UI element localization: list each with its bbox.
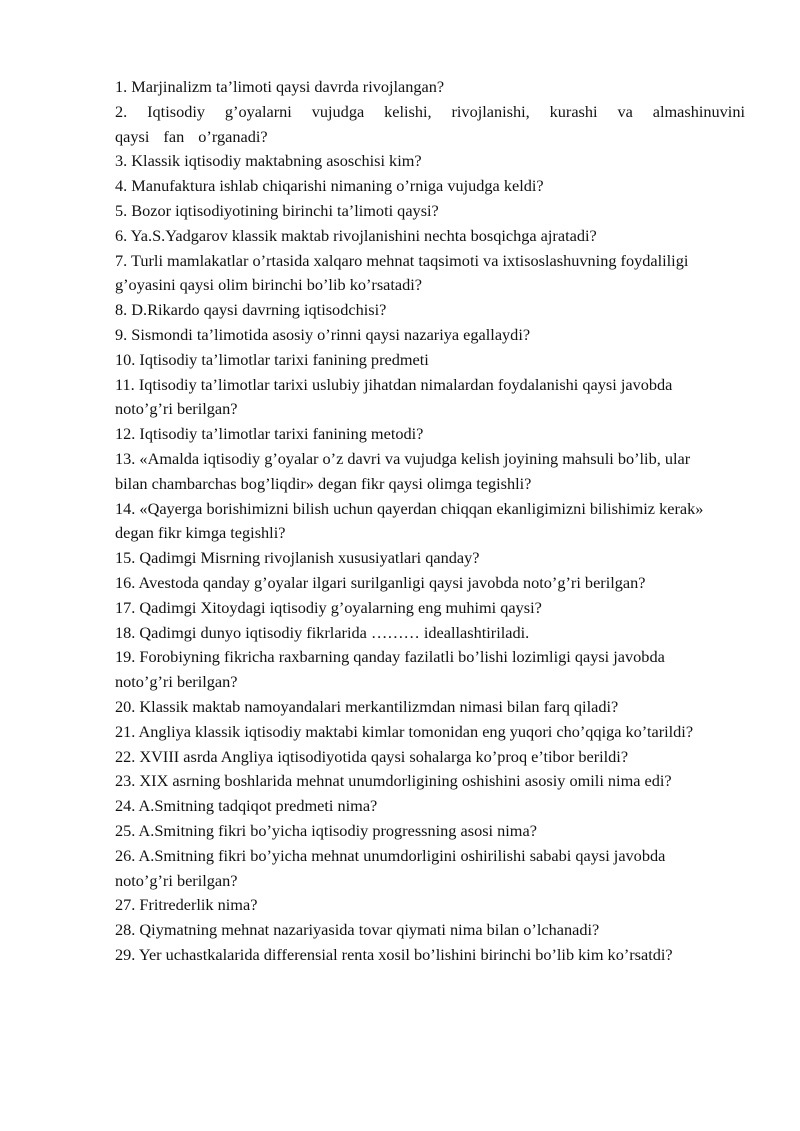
question-19: 19. Forobiyning fikricha raxbarning qanday fazilatli bo’lishi lozimligi qaysi javobda noto’g’ri berilgan? <box>115 647 665 692</box>
question-27: 27. Fritrederlik nima? <box>115 895 258 915</box>
question-16: 16. Avestoda qanday g’oyalar ilgari surilganligi qaysi javobda noto’g’ri berilgan? <box>115 572 646 592</box>
question-4: 4. Manufaktura ishlab chiqarishi nimaning o’rniga vujudga keldi? <box>115 176 544 196</box>
question-17: 17. Qadimgi Xitoydagi iqtisodiy g’oyalarning eng muhimi qaysi? <box>115 597 542 617</box>
question-14: 14. «Qayerga borishimizni bilish uchun qayerdan chiqqan ekanligimizni bilishimiz kerak» degan fikr kimga tegishli? <box>115 498 704 543</box>
question-list <box>115 75 745 968</box>
question-21: 21. Angliya klassik iqtisodiy maktabi kimlar tomonidan eng yuqori cho’qqiga ko’tarildi? <box>115 721 694 741</box>
question-28: 28. Qiymatning mehnat nazariyasida tovar qiymati nima bilan o’lchanadi? <box>115 920 600 940</box>
question-25: 25. A.Smitning fikri bo’yicha iqtisodiy progressning asosi nima? <box>115 820 537 840</box>
question-2: 2. Iqtisodiy g’oyalarni vujudga kelishi, rivojlanishi, kurashi va almashinuvini qaysi fan o’rganadi? <box>115 101 745 146</box>
question-23: 23. XIX asrning boshlarida mehnat unumdorligining oshishini asosiy omili nima edi? <box>115 771 672 791</box>
question-15: 15. Qadimgi Misrning rivojlanish xususiyatlari qanday? <box>115 548 480 568</box>
question-13: 13. «Amalda iqtisodiy g’oyalar o’z davri va vujudga kelish joyining mahsuli bo’lib, ular bilan chambarchas bog’liqdir» degan fikr qaysi olimga tegishli? <box>115 448 691 493</box>
question-24: 24. A.Smitning tadqiqot predmeti nima? <box>115 796 378 816</box>
question-22: 22. XVIII asrda Angliya iqtisodiyotida qaysi sohalarga ko’proq e’tibor berildi? <box>115 746 629 766</box>
question-18: 18. Qadimgi dunyo iqtisodiy fikrlarida ……… ideallashtiriladi. <box>115 622 530 642</box>
question-10: 10. Iqtisodiy ta’limotlar tarixi fanining predmeti <box>115 349 429 369</box>
question-9: 9. Sismondi ta’limotida asosiy o’rinni qaysi nazariya egallaydi? <box>115 324 531 344</box>
question-11: 11. Iqtisodiy ta’limotlar tarixi uslubiy jihatdan nimalardan foydalanishi qaysi javobda noto’g’ri berilgan? <box>115 374 673 419</box>
question-3: 3. Klassik iqtisodiy maktabning asoschisi kim? <box>115 151 422 171</box>
question-6: 6. Ya.S.Yadgarov klassik maktab rivojlanishini nechta bosqichga ajratadi? <box>115 225 597 245</box>
question-7: 7. Turli mamlakatlar o’rtasida xalqaro mehnat taqsimoti va ixtisoslashuvning foydaliligi g’oyasini qaysi olim birinchi bo’lib ko’rsatadi? <box>115 250 689 295</box>
question-1: 1. Marjinalizm ta’limoti qaysi davrda rivojlangan? <box>115 77 445 96</box>
question-8: 8. D.Rikardo qaysi davrning iqtisodchisi? <box>115 300 387 320</box>
question-29: 29. Yer uchastkalarida differensial renta xosil bo’lishini birinchi bo’lib kim ko’rsatdi? <box>115 944 673 964</box>
question-26: 26. A.Smitning fikri bo’yicha mehnat unumdorligini oshirilishi sababi qaysi javobda noto’g’ri berilgan? <box>115 845 666 890</box>
question-5: 5. Bozor iqtisodiyotining birinchi ta’limoti qaysi? <box>115 200 439 220</box>
question-12: 12. Iqtisodiy ta’limotlar tarixi fanining metodi? <box>115 424 424 444</box>
question-20: 20. Klassik maktab namoyandalari merkantilizmdan nimasi bilan farq qiladi? <box>115 696 619 716</box>
